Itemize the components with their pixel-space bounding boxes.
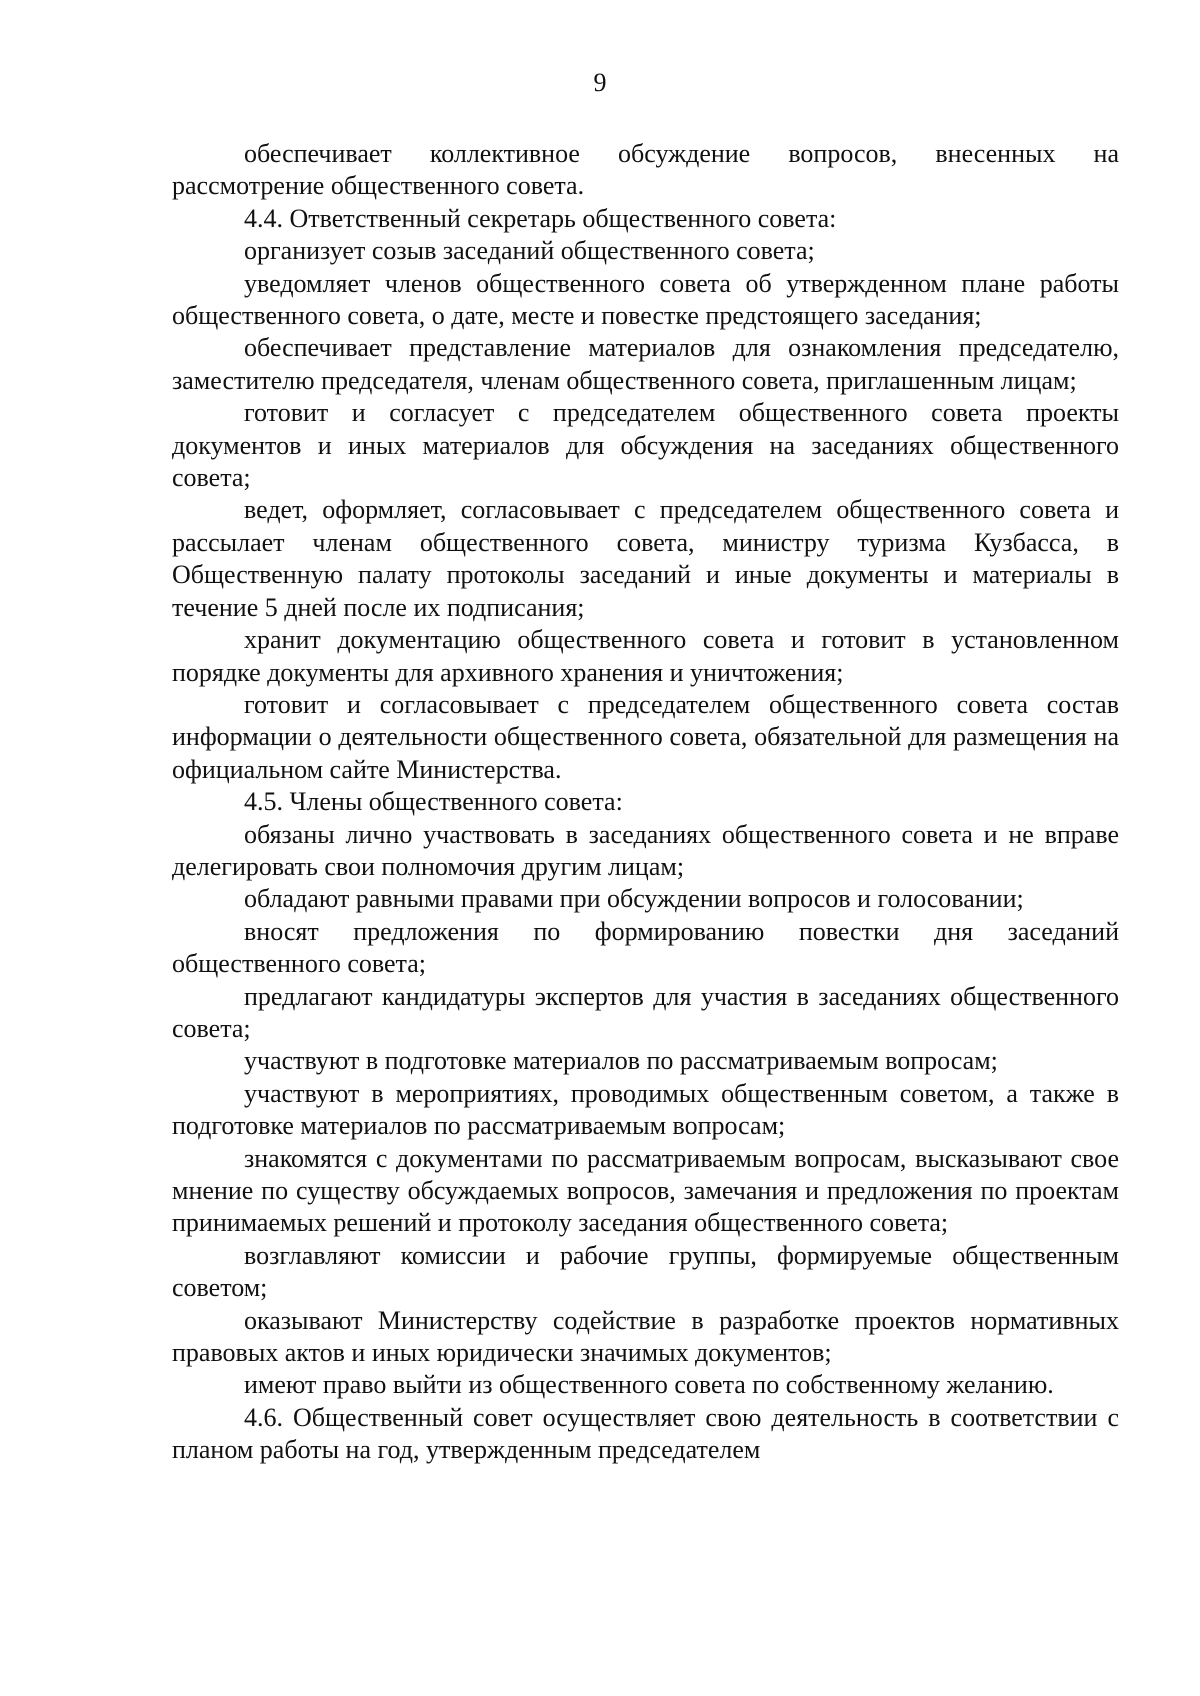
paragraph: обладают равными правами при обсуждении вопросов и голосовании; bbox=[244, 884, 1024, 914]
paragraph: обеспечивает коллективное обсуждение вопросов, внесенных на рассмотрение общественного совета. bbox=[172, 139, 1119, 201]
section-heading: 4.5. Члены общественного совета: bbox=[244, 787, 623, 817]
page-number: 9 bbox=[593, 68, 607, 97]
paragraph: обязаны лично участвовать в заседаниях общественного совета и не вправе делегировать свои полномочия другим лицам; bbox=[172, 819, 1119, 881]
paragraph: хранит документацию общественного совета и готовит в установленном порядке документы для архивного хранения и уничтожения; bbox=[172, 625, 1119, 687]
paragraph: участвуют в подготовке материалов по рассматриваемым вопросам; bbox=[244, 1046, 998, 1076]
paragraph: возглавляют комиссии и рабочие группы, формируемые общественным советом; bbox=[172, 1240, 1119, 1303]
section-heading: 4.4. Ответственный секретарь общественного совета: bbox=[244, 203, 837, 233]
paragraph: оказывают Министерству содействие в разработке проектов нормативных правовых актов и иных юридически значимых документов; bbox=[172, 1305, 1119, 1368]
document-body bbox=[172, 138, 1119, 1467]
paragraph: готовит и согласовывает с председателем общественного совета состав информации о деятельности общественного совета, обязательной для размещения на официальном сайте Министерства. bbox=[172, 689, 1119, 784]
paragraph: уведомляет членов общественного совета об утвержденном плане работы общественного совета, о дате, месте и повестке предстоящего заседания; bbox=[172, 268, 1119, 331]
paragraph: обеспечивает представление материалов для ознакомления председателю, заместителю председателя, членам общественного совета, приглашенным лицам; bbox=[172, 333, 1119, 395]
paragraph: вносят предложения по формированию повестки дня заседаний общественного совета; bbox=[172, 916, 1119, 979]
paragraph: готовит и согласует с председателем общественного совета проекты документов и иных материалов для обсуждения на заседаниях общественного совета; bbox=[172, 398, 1119, 493]
paragraph: ведет, оформляет, согласовывает с председателем общественного совета и рассылает членам общественного совета, министру туризма Кузбасса, в Общественную палату протоколы заседаний и иные документы и материалы в течение 5 дней после их подписания; bbox=[172, 495, 1119, 622]
paragraph: имеют право выйти из общественного совета по собственному желанию. bbox=[244, 1370, 1054, 1400]
paragraph: 4.6. Общественный совет осуществляет свою деятельность в соответствии с планом работы на год, утвержденным председателем bbox=[172, 1402, 1119, 1465]
paragraph: предлагают кандидатуры экспертов для участия в заседаниях общественного совета; bbox=[172, 981, 1119, 1043]
paragraph: знакомятся с документами по рассматриваемым вопросам, высказывают свое мнение по существу обсуждаемых вопросов, замечания и предложения по проектам принимаемых решений и протоколу заседания общественного совета; bbox=[172, 1143, 1119, 1238]
paragraph: участвуют в мероприятиях, проводимых общественным советом, а также в подготовке материалов по рассматриваемым вопросам; bbox=[172, 1078, 1119, 1141]
paragraph: организует созыв заседаний общественного совета; bbox=[244, 236, 815, 266]
